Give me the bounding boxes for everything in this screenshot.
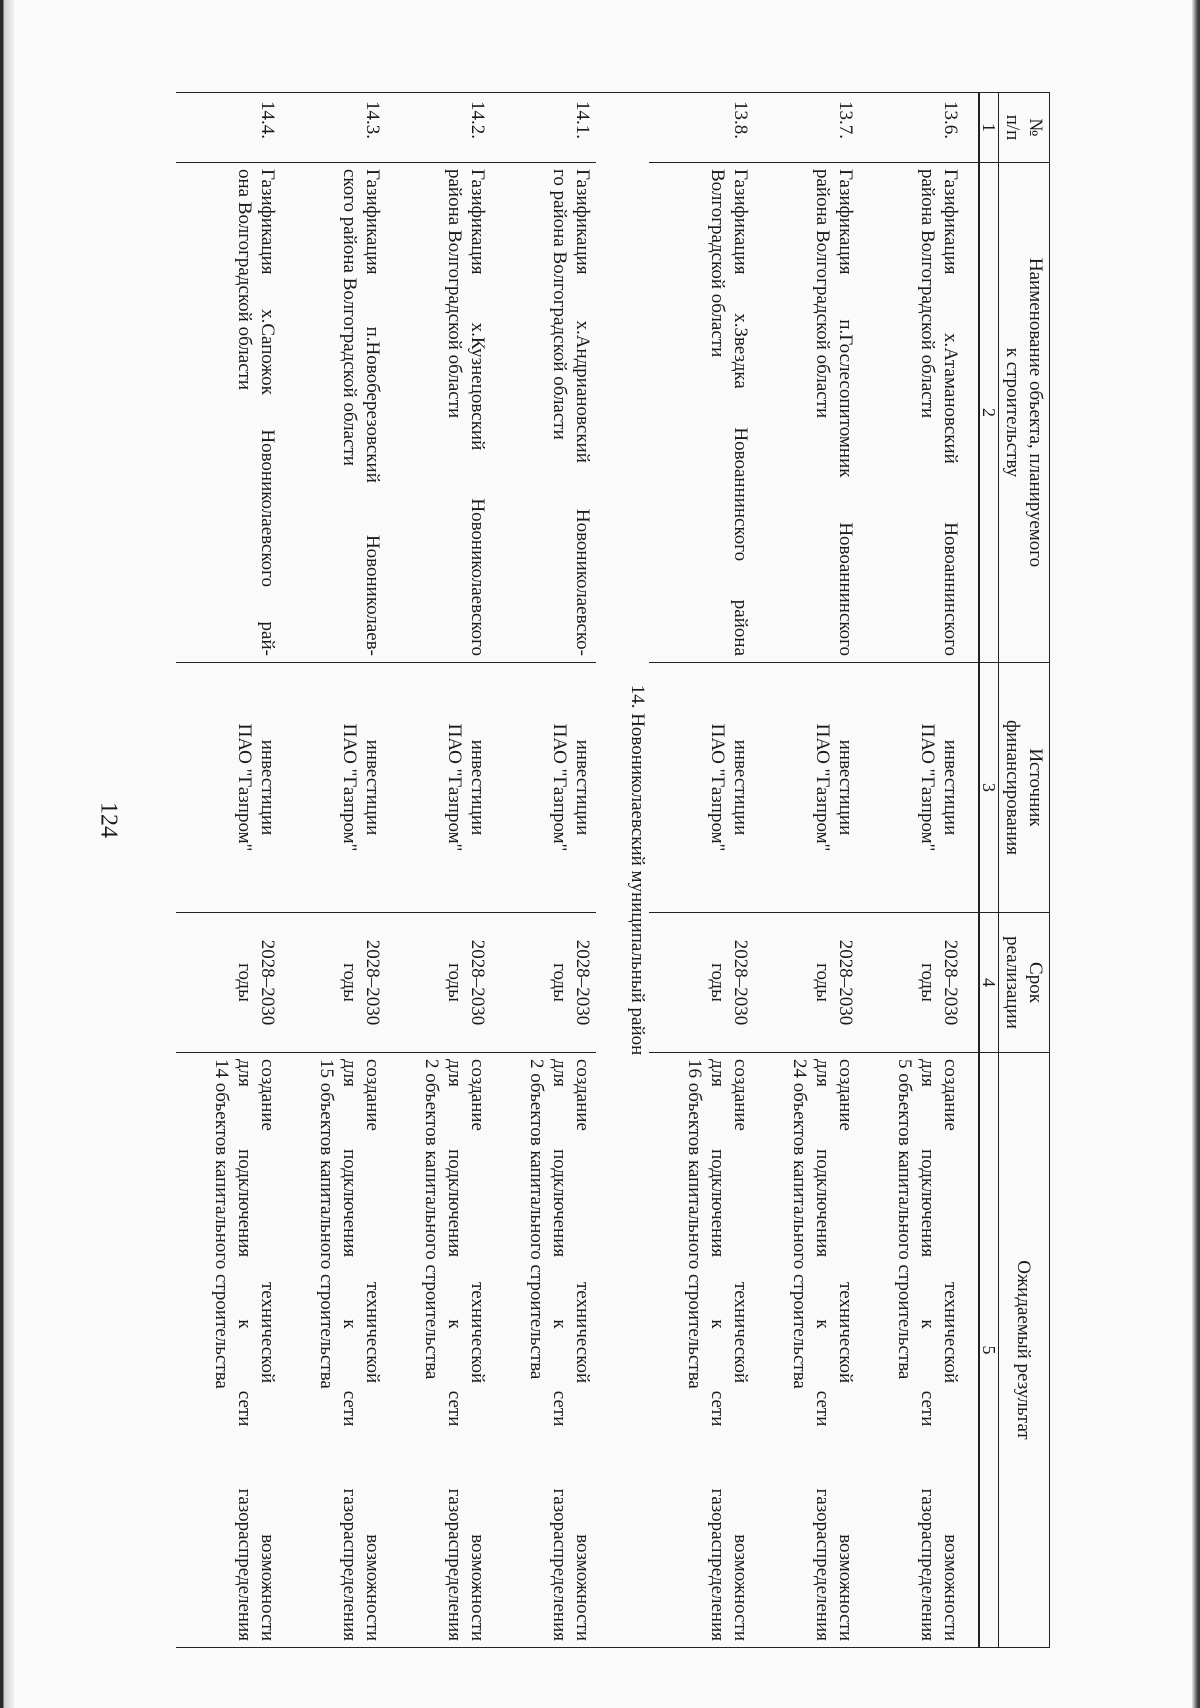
object-name: Газификация х.Андриановский Новониколаевско- го района Волгоградской области [491,163,596,663]
table-body [176,93,979,1648]
funding-source: инвестиции ПАО "Газпром" [386,663,491,913]
column-number: 3 [979,663,999,913]
header-funding-source: Источник финансирования [999,663,1050,913]
column-number: 1 [979,93,999,163]
column-numbers-row [979,93,999,1648]
row-number: 13.7. [754,93,859,163]
column-number: 4 [979,913,999,1053]
table-row [386,93,491,1648]
row-number: 14.3. [281,93,386,163]
period: 2028–2030 годы [491,913,596,1053]
gasification-table [176,92,1050,1648]
table-row [491,93,596,1648]
expected-result: создание технической возможности для подключения к сети газораспределения 15 объектов капитального строительства [281,1053,386,1648]
rotated-table-page [150,92,1050,1647]
funding-source: инвестиции ПАО "Газпром" [754,663,859,913]
row-number: 14.4. [176,93,281,163]
section-title: 14. Новониколаевский муниципальный район [596,93,649,1648]
expected-result: создание технической возможности для подключения к сети газораспределения 14 объектов капитального строительства [176,1053,281,1648]
object-name: Газификация п.Гослесопитомник Новоаннинского района Волгоградской области [754,163,859,663]
scan-edge-left [0,0,14,1708]
table-row [754,93,859,1648]
funding-source: инвестиции ПАО "Газпром" [859,663,964,913]
row-number: 13.8. [649,93,754,163]
table-row [649,93,754,1648]
funding-source: инвестиции ПАО "Газпром" [176,663,281,913]
expected-result: создание технической возможности для подключения к сети газораспределения 5 объектов капитального строительства [859,1053,964,1648]
row-number: 14.1. [491,93,596,163]
header-number: № п/п [999,93,1050,163]
row-number: 14.2. [386,93,491,163]
table-row [281,93,386,1648]
object-name: Газификация х.Сапожок Новониколаевского рай- она Волгоградской области [176,163,281,663]
object-name: Газификация п.Новоберезовский Новониколаев- ского района Волгоградской области [281,163,386,663]
object-name: Газификация х.Звездка Новоаннинского района Волгоградской области [649,163,754,663]
table-row [859,93,964,1648]
scan-edge-right [1192,0,1200,1708]
column-number: 5 [979,1053,999,1648]
period: 2028–2030 годы [176,913,281,1053]
funding-source: инвестиции ПАО "Газпром" [491,663,596,913]
header-object-name: Наименование объекта, планируемого к строительству [999,163,1050,663]
period: 2028–2030 годы [649,913,754,1053]
expected-result: создание технической возможности для подключения к сети газораспределения 16 объектов капитального строительства [649,1053,754,1648]
object-name: Газификация х.Атамановский Новоаннинского района Волгоградской области [859,163,964,663]
row-number: 13.6. [859,93,964,163]
table-header [979,93,1050,1648]
table-row [176,93,281,1648]
section-row [596,93,649,1648]
header-period: Срок реализации [999,913,1050,1053]
object-name: Газификация х.Кузнецовский Новониколаевского района Волгоградской области [386,163,491,663]
header-expected-result: Ожидаемый результат [999,1053,1050,1648]
expected-result: создание технической возможности для подключения к сети газораспределения 2 объектов капитального строительства [386,1053,491,1648]
spacer-row [964,93,979,1648]
period: 2028–2030 годы [281,913,386,1053]
funding-source: инвестиции ПАО "Газпром" [281,663,386,913]
period: 2028–2030 годы [386,913,491,1053]
funding-source: инвестиции ПАО "Газпром" [649,663,754,913]
page-number: 124 [95,802,122,838]
header-row [999,93,1050,1648]
period: 2028–2030 годы [859,913,964,1053]
column-number: 2 [979,163,999,663]
period: 2028–2030 годы [754,913,859,1053]
expected-result: создание технической возможности для подключения к сети газораспределения 2 объектов капитального строительства [491,1053,596,1648]
expected-result: создание технической возможности для подключения к сети газораспределения 24 объектов капитального строительства [754,1053,859,1648]
